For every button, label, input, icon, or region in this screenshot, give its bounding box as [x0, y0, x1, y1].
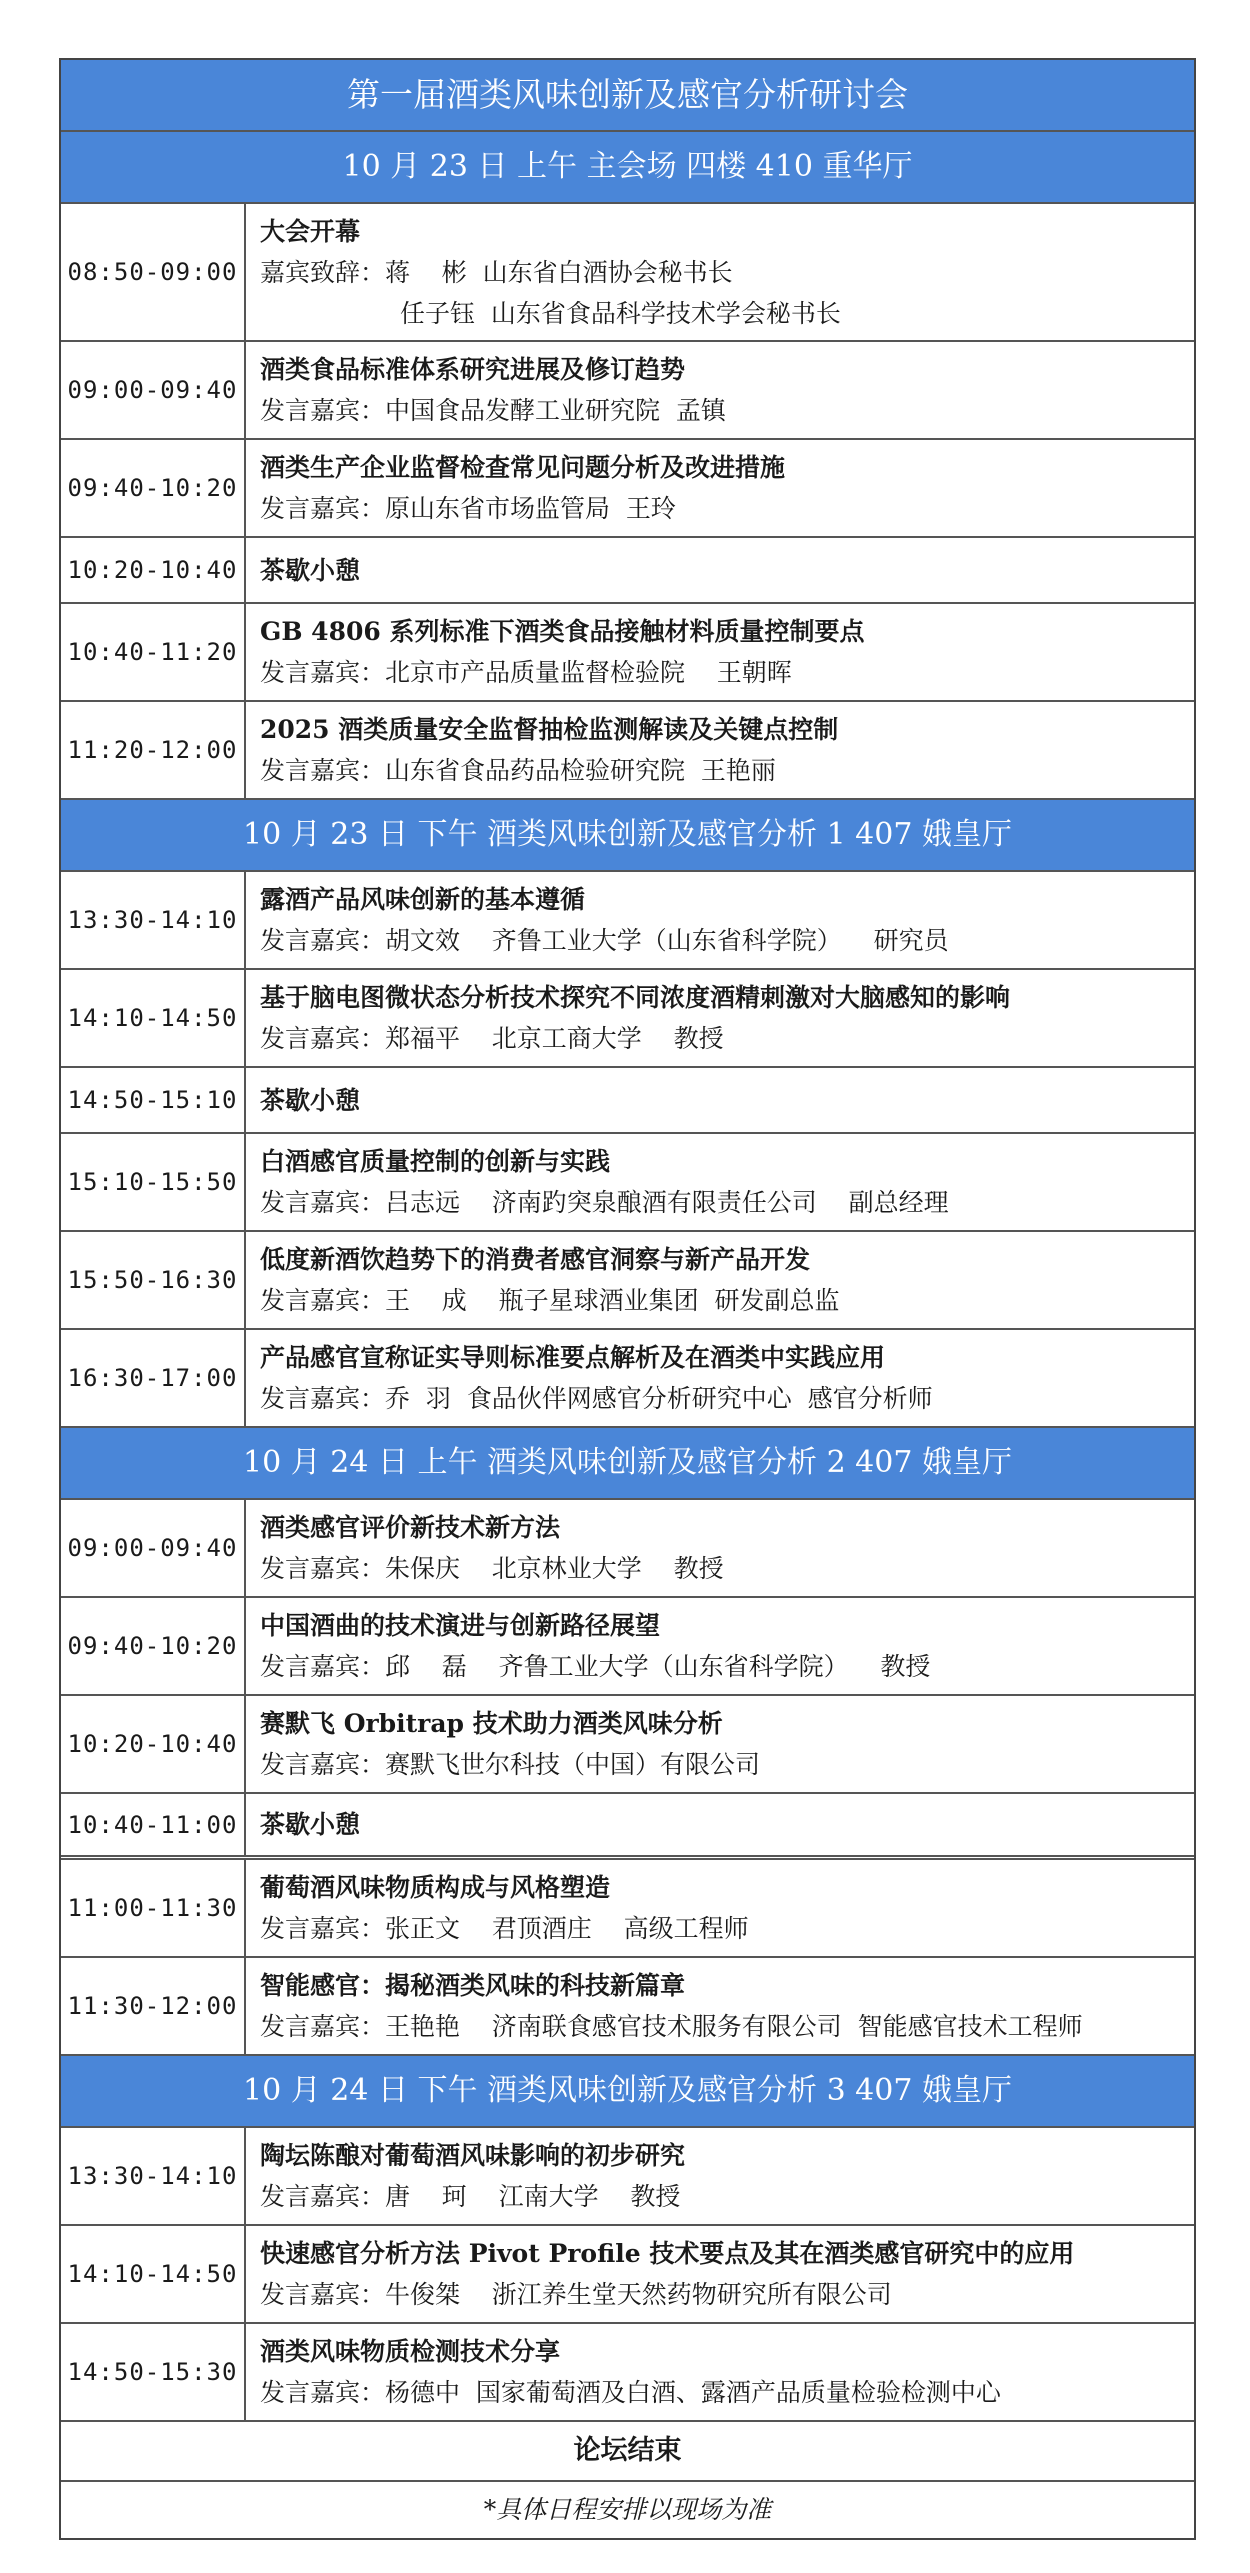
session-speaker: 发言嘉宾：北京市产品质量监督检验院 王朝晖 — [260, 658, 792, 687]
session-speaker: 发言嘉宾：王 成 瓶子星球酒业集团 研发副总监 — [260, 1286, 840, 1315]
session-topic: 赛默飞 Orbitrap 技术助力酒类风味分析 — [260, 1709, 723, 1738]
agenda-row — [61, 1232, 1194, 1330]
session-speaker: 发言嘉宾：牛俊桀 浙江养生堂天然药物研究所有限公司 — [260, 2280, 892, 2309]
session-speaker: 嘉宾致辞：蒋 彬 山东省白酒协会秘书长 — [260, 257, 733, 287]
time-slot: 08:50-09:00 — [61, 204, 246, 340]
agenda-row — [61, 604, 1194, 702]
session-topic: 产品感官宣称证实导则标准要点解析及在酒类中实践应用 — [260, 1343, 886, 1372]
session-speaker: 发言嘉宾：杨德中 国家葡萄酒及白酒、露酒产品质量检验检测中心 — [260, 2378, 1001, 2407]
agenda-row — [61, 440, 1194, 538]
agenda-row — [61, 702, 1194, 800]
time-slot: 11:30-12:00 — [61, 1958, 246, 2054]
session-speaker: 发言嘉宾：郑福平 北京工商大学 教授 — [260, 1024, 724, 1053]
session-info — [246, 342, 1194, 438]
session-info — [246, 2324, 1194, 2420]
time-slot: 10:20-10:40 — [61, 538, 246, 602]
time-slot: 14:10-14:50 — [61, 2226, 246, 2322]
session-info — [246, 1068, 1194, 1132]
session-topic: 葡萄酒风味物质构成与风格塑造 — [260, 1873, 611, 1902]
session-info — [246, 872, 1194, 968]
session-info — [246, 970, 1194, 1066]
conference-title: 第一届酒类风味创新及感官分析研讨会 — [61, 60, 1194, 132]
session-info — [246, 1134, 1194, 1230]
session-speaker: 发言嘉宾：赛默飞世尔科技（中国）有限公司 — [260, 1750, 761, 1779]
session-speaker: 发言嘉宾：唐 珂 江南大学 教授 — [260, 2182, 681, 2211]
section-header: 10 月 24 日 上午 酒类风味创新及感官分析 2 407 娥皇厅 — [61, 1428, 1194, 1500]
session-topic: 酒类生产企业监督检查常见问题分析及改进措施 — [260, 453, 786, 482]
time-slot: 14:10-14:50 — [61, 970, 246, 1066]
session-info — [246, 2128, 1194, 2224]
time-slot: 14:50-15:30 — [61, 2324, 246, 2420]
session-info — [246, 1860, 1194, 1956]
session-speaker: 发言嘉宾：张正文 君顶酒庄 高级工程师 — [260, 1914, 749, 1943]
session-topic: 大会开幕 — [260, 216, 361, 246]
session-speaker: 发言嘉宾：胡文效 齐鲁工业大学（山东省科学院） 研究员 — [260, 926, 949, 955]
session-topic: 2025 酒类质量安全监督抽检监测解读及关键点控制 — [260, 715, 839, 744]
section-header: 10 月 23 日 下午 酒类风味创新及感官分析 1 407 娥皇厅 — [61, 800, 1194, 872]
agenda-row — [61, 2128, 1194, 2226]
agenda-row — [61, 2226, 1194, 2324]
session-topic: 白酒感官质量控制的创新与实践 — [260, 1147, 611, 1176]
session-speaker: 发言嘉宾：王艳艳 济南联食感官技术服务有限公司 智能感官技术工程师 — [260, 2012, 1083, 2041]
session-topic: 陶坛陈酿对葡萄酒风味影响的初步研究 — [260, 2141, 686, 2170]
time-slot: 10:40-11:20 — [61, 604, 246, 700]
session-topic: 露酒产品风味创新的基本遵循 — [260, 885, 586, 914]
session-info — [246, 702, 1194, 798]
agenda-row — [61, 1500, 1194, 1598]
time-slot: 14:50-15:10 — [61, 1068, 246, 1132]
footnote: *具体日程安排以现场为准 — [483, 2495, 772, 2524]
break-label: 茶歇小憩 — [260, 555, 361, 585]
agenda-row — [61, 872, 1194, 970]
session-topic: 基于脑电图微状态分析技术探究不同浓度酒精刺激对大脑感知的影响 — [260, 983, 1011, 1012]
time-slot: 13:30-14:10 — [61, 2128, 246, 2224]
time-slot: 10:20-10:40 — [61, 1696, 246, 1792]
session-info — [246, 1500, 1194, 1596]
time-slot: 09:00-09:40 — [61, 342, 246, 438]
session-topic: 快速感官分析方法 Pivot Profile 技术要点及其在酒类感官研究中的应用 — [260, 2239, 1075, 2268]
session-speaker-secondary: 任子钰 山东省食品科学技术学会秘书长 — [400, 298, 841, 328]
time-slot: 13:30-14:10 — [61, 872, 246, 968]
time-slot: 11:00-11:30 — [61, 1860, 246, 1956]
session-topic: 低度新酒饮趋势下的消费者感官洞察与新产品开发 — [260, 1245, 811, 1274]
agenda-row — [61, 1598, 1194, 1696]
agenda-row — [61, 1696, 1194, 1794]
time-slot: 15:10-15:50 — [61, 1134, 246, 1230]
session-info — [246, 1232, 1194, 1328]
break-label: 茶歇小憩 — [260, 1810, 361, 1839]
session-speaker: 发言嘉宾：乔 羽 食品伙伴网感官分析研究中心 感官分析师 — [260, 1384, 933, 1413]
agenda-row-break — [61, 1794, 1194, 1860]
time-slot: 16:30-17:00 — [61, 1330, 246, 1426]
session-topic: 智能感官：揭秘酒类风味的科技新篇章 — [260, 1971, 686, 2000]
session-topic: GB 4806 系列标准下酒类食品接触材料质量控制要点 — [260, 617, 865, 646]
time-slot: 09:40-10:20 — [61, 1598, 246, 1694]
agenda-row — [61, 204, 1194, 342]
agenda-row-break — [61, 1068, 1194, 1134]
time-slot: 11:20-12:00 — [61, 702, 246, 798]
session-info — [246, 1696, 1194, 1792]
session-speaker: 发言嘉宾：吕志远 济南趵突泉酿酒有限责任公司 副总经理 — [260, 1188, 949, 1217]
session-info — [246, 1598, 1194, 1694]
session-topic: 酒类风味物质检测技术分享 — [260, 2337, 561, 2366]
agenda-row — [61, 1860, 1194, 1958]
session-info — [246, 1330, 1194, 1426]
session-info — [246, 204, 1194, 340]
agenda-row — [61, 342, 1194, 440]
session-info — [246, 2226, 1194, 2322]
session-speaker: 发言嘉宾：原山东省市场监管局 王玲 — [260, 494, 676, 523]
agenda-row — [61, 970, 1194, 1068]
session-speaker: 发言嘉宾：中国食品发酵工业研究院 孟镇 — [260, 396, 726, 425]
session-speaker: 发言嘉宾：山东省食品药品检验研究院 王艳丽 — [260, 756, 776, 785]
break-label: 茶歇小憩 — [260, 1085, 361, 1115]
section-header: 10 月 23 日 上午 主会场 四楼 410 重华厅 — [61, 132, 1194, 204]
session-topic: 中国酒曲的技术演进与创新路径展望 — [260, 1611, 661, 1640]
time-slot: 09:40-10:20 — [61, 440, 246, 536]
session-info — [246, 1794, 1194, 1855]
agenda-row-break — [61, 538, 1194, 604]
session-info — [246, 1958, 1194, 2054]
time-slot: 09:00-09:40 — [61, 1500, 246, 1596]
agenda-row — [61, 1134, 1194, 1232]
session-speaker: 发言嘉宾：朱保庆 北京林业大学 教授 — [260, 1554, 724, 1583]
agenda-row — [61, 1330, 1194, 1428]
session-speaker: 发言嘉宾：邱 磊 齐鲁工业大学（山东省科学院） 教授 — [260, 1652, 931, 1681]
session-topic: 酒类食品标准体系研究进展及修订趋势 — [260, 355, 686, 384]
session-info — [246, 440, 1194, 536]
session-info — [246, 604, 1194, 700]
schedule-table — [59, 58, 1196, 2540]
agenda-row — [61, 1958, 1194, 2056]
section-header: 10 月 24 日 下午 酒类风味创新及感官分析 3 407 娥皇厅 — [61, 2056, 1194, 2128]
session-topic: 酒类感官评价新技术新方法 — [260, 1513, 561, 1542]
closing-label: 论坛结束 — [61, 2422, 1194, 2482]
time-slot: 10:40-11:00 — [61, 1794, 246, 1855]
time-slot: 15:50-16:30 — [61, 1232, 246, 1328]
session-info — [246, 538, 1194, 602]
agenda-row — [61, 2324, 1194, 2422]
